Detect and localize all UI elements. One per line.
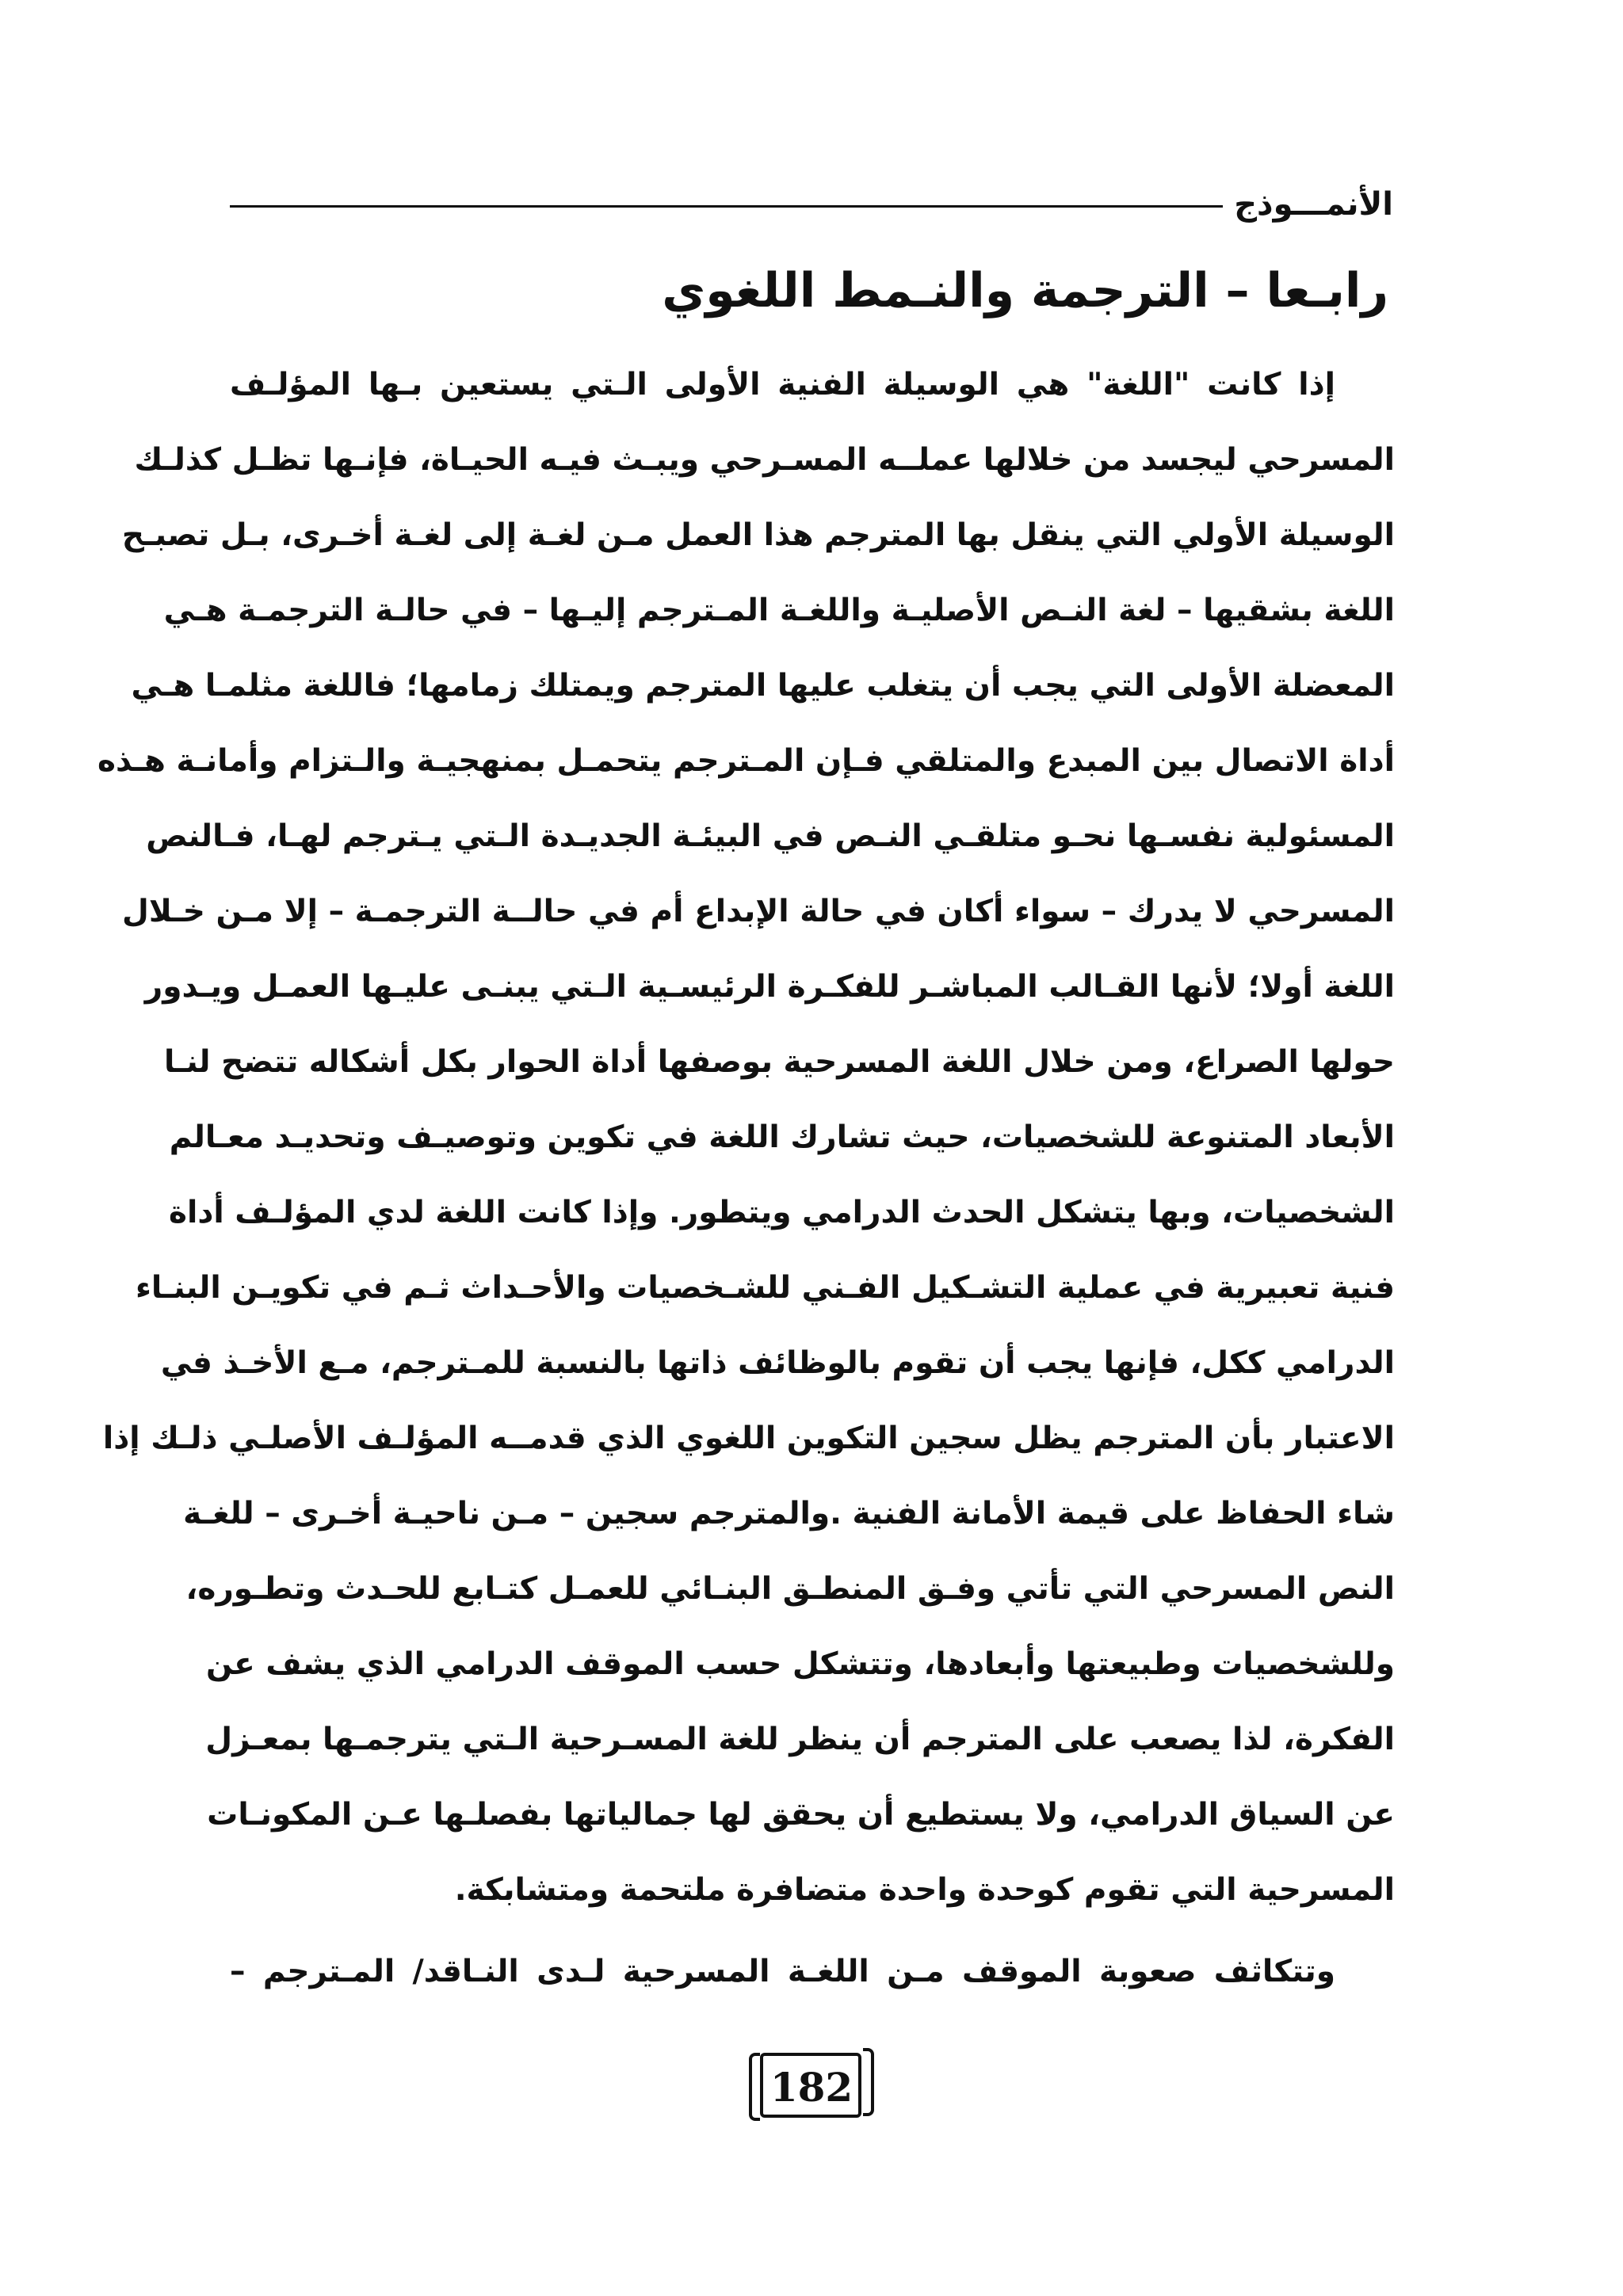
text-line: المعضلة الأولى التي يجب أن يتغلب عليها المترجم ويمتلك زمامها؛ فاللغة مثلمـا هـي <box>131 668 1395 704</box>
text-line: اللغة بشقيها – لغة النـص الأصليـة واللغـة المـترجم إليـها – في حالـة الترجمـة هـي <box>163 593 1395 628</box>
text-line: المسئولية نفسـها نحـو متلقـي النـص في البيئـة الجديـدة الـتي يـترجم لهـا، فـالنص <box>146 818 1395 854</box>
text-line: أداة الاتصال بين المبدع والمتلقي فـإن المـترجم يتحمـل بمنهجيـة والـتزام وأمانـة هـذه <box>97 743 1395 779</box>
scroll-ornament-left <box>749 2053 760 2121</box>
text-line: إذا كانت "اللغة" هي الوسيلة الفنية الأولى الـتي يستعين بـها المؤلـف <box>230 367 1335 402</box>
text-line: الدرامي ككل، فإنها يجب أن تقوم بالوظائف ذاتها بالنسبة للمـترجم، مـع الأخـذ في <box>160 1345 1395 1381</box>
text-line: شاء الحفاظ على قيمة الأمانة الفنية .والمترجم سجين – مـن ناحيـة أخـرى – للغـة <box>183 1496 1395 1531</box>
text-line: اللغة أولا؛ لأنها القـالب المباشـر للفكـرة الرئيسـية الـتي يبنـى عليـها العمـل ويـدور <box>144 969 1395 1005</box>
text-line: وللشخصيات وطبيعتها وأبعادها، وتتشكل حسب الموقف الدرامي الذي يشف عن <box>206 1646 1395 1682</box>
running-title: الأنمـــوذج <box>1234 186 1393 223</box>
header-rule <box>230 205 1223 208</box>
text-line: حولها الصراع، ومن خلال اللغة المسرحية بوصفها أداة الحوار بكل أشكاله تتضح لنـا <box>164 1044 1395 1080</box>
text-line: الأبعاد المتنوعة للشخصيات، حيث تشارك اللغة في تكوين وتوصيـف وتحديـد معـالم <box>169 1119 1395 1155</box>
section-heading: رابـعا – الترجمة والنـمط اللغوي <box>662 263 1388 318</box>
text-line: عن السياق الدرامي، ولا يستطيع أن يحقق لها جمالياتها بفصلـها عـن المكونـات <box>207 1797 1395 1833</box>
text-line: وتتكاثف صعوبة الموقف مـن اللغـة المسرحية لـدى النـاقد/ المـترجم – <box>230 1954 1335 1989</box>
scroll-ornament-right <box>863 2048 874 2116</box>
text-line: المسرحي لا يدرك – سواء أكان في حالة الإبداع أم في حالــة الترجمـة – إلا مـن خـلال <box>122 894 1395 929</box>
text-line: النص المسرحي التي تأتي وفـق المنطـق البنـائي للعمـل كتـابع للحـدث وتطـوره، <box>185 1571 1395 1607</box>
body-text <box>97 347 1395 2009</box>
page-number-box <box>749 2048 874 2126</box>
text-line: المسرحية التي تقوم كوحدة واحدة متضافرة ملتحمة ومتشابكة. <box>454 1872 1395 1908</box>
text-line: الاعتبار بأن المترجم يظل سجين التكوين اللغوي الذي قدمــه المؤلـف الأصلـي ذلـك إذا <box>102 1421 1395 1456</box>
text-line: الوسيلة الأولي التي ينقل بها المترجم هذا العمل مـن لغـة إلى لغـة أخـرى، بـل تصبـح <box>121 517 1395 553</box>
text-line: الفكرة، لذا يصعب على المترجم أن ينظر للغة المسـرحية الـتي يترجمـها بمعـزل <box>205 1722 1395 1757</box>
running-header <box>230 181 1393 228</box>
page-number: 182 <box>769 2063 854 2111</box>
text-line: فنية تعبيرية في عملية التشـكيل الفـني للشـخصيات والأحـداث ثـم في تكويـن البنـاء <box>135 1270 1395 1306</box>
text-line: الشخصيات، وبها يتشكل الحدث الدرامي ويتطور. وإذا كانت اللغة لدي المؤلـف أداة <box>168 1195 1395 1230</box>
text-line: المسرحي ليجسد من خلالها عملــه المسـرحي ويبـث فيـه الحيـاة، فإنـها تظـل كذلـك <box>134 442 1395 478</box>
